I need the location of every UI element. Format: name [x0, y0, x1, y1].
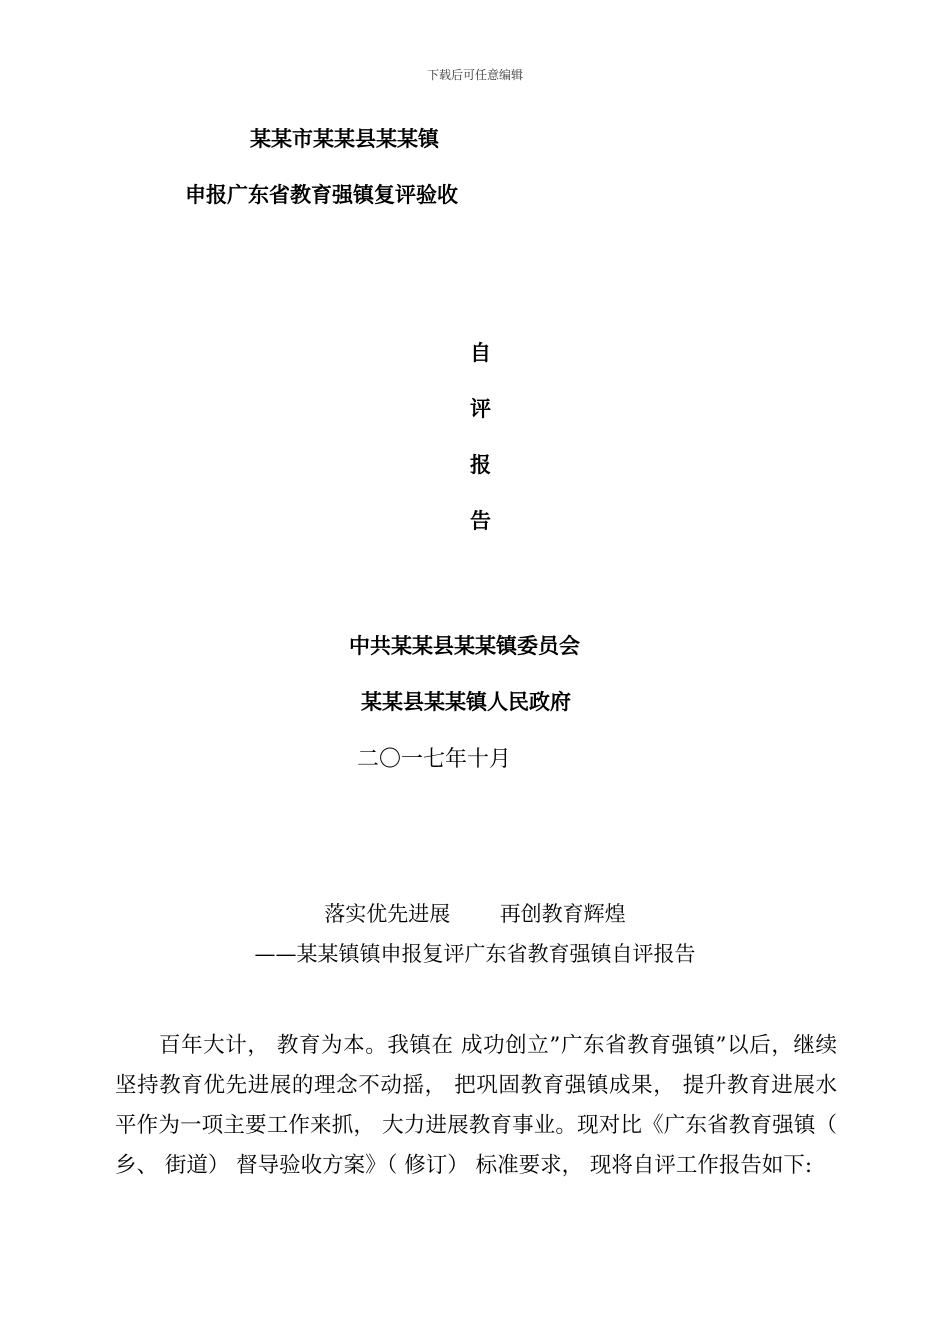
- cover-vertical-title-char-2: 评: [470, 397, 491, 421]
- cover-vertical-title-char-1: 自: [470, 341, 491, 365]
- header-note: 下载后可任意编辑: [426, 68, 523, 82]
- cover-issuer-government: 某某县某某镇人民政府: [361, 690, 571, 714]
- report-title-part2: 再创教育辉煌: [499, 902, 626, 926]
- cover-title-line2: 申报广东省教育强镇复评验收: [185, 183, 458, 207]
- report-intro-paragraph: 百年大计， 教育为本。我镇在 成功创立”广东省教育强镇”以后，继续坚持教育优先进展的理念不动摇， 把巩固教育强镇成果， 提升教育进展水平作为一项主要工作来抓， 大力进展教育事业。现对比《广东省教育强镇（ 乡、 街道） 督导验收方案》（ 修订） 标准要求， 现将自评工作报告如下:: [115, 1033, 838, 1178]
- cover-issuer-party-committee: 中共某某县某某镇委员会: [349, 634, 580, 658]
- report-title: [0, 898, 950, 928]
- cover-vertical-title-char-3: 报: [470, 453, 491, 477]
- cover-date: 二〇一七年十月: [357, 747, 512, 772]
- report-subtitle: ——某某镇镇申报复评广东省教育强镇自评报告: [254, 942, 696, 966]
- cover-vertical-title-char-4: 告: [470, 509, 491, 533]
- report-title-part1: 落实优先进展: [324, 902, 451, 926]
- cover-title-line1: 某某市某某县某某镇: [250, 127, 439, 151]
